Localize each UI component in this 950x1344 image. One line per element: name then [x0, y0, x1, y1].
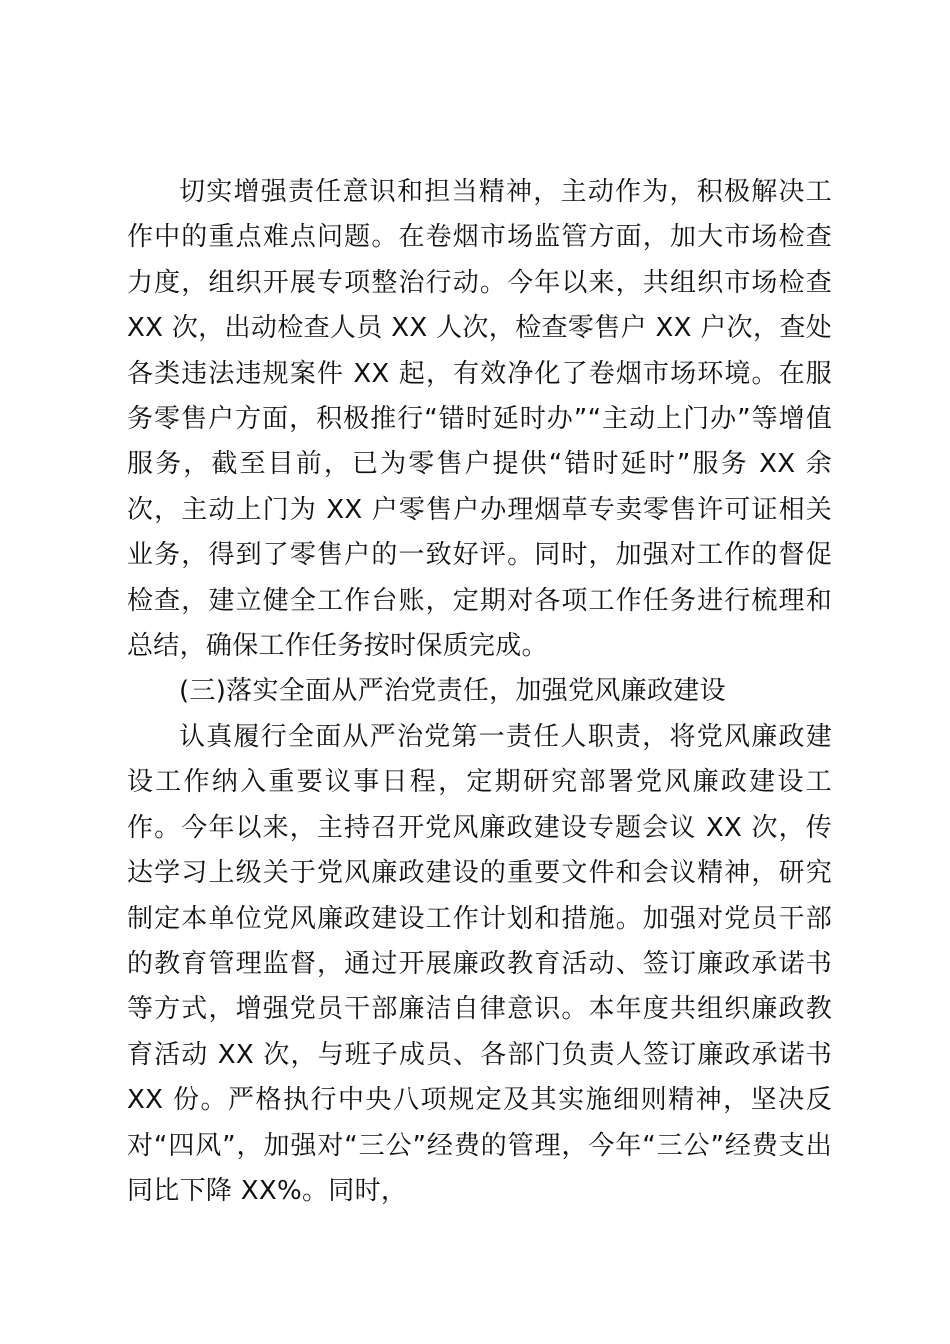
body-paragraph-2: 认真履行全面从严治党第一责任人职责，将党风廉政建设工作纳入重要议事日程，定期研究部署党风廉政建设工作。今年以来，主持召开党风廉政建设专题会议 XX 次，传达学习上级关于党风廉政建设的重要文件和会议精神，研究制定本单位党风廉政建设工作计划和措施。加强对党员干部的教育管理监督，通过开展廉政教育活动、签订廉政承诺书等方式，增强党员干部廉洁自律意识。本年度共组织廉政教育活动 XX 次，与班子成员、各部门负责人签订廉政承诺书 XX 份。严格执行中央八项规定及其实施细则精神，坚决反对“四风”，加强对“三公”经费的管理，今年“三公”经费支出同比下降 XX%。同时， [127, 721, 832, 1206]
document-body [127, 170, 832, 1214]
body-paragraph-1: 切实增强责任意识和担当精神，主动作为，积极解决工作中的重点难点问题。在卷烟市场监管方面，加大市场检查力度，组织开展专项整治行动。今年以来，共组织市场检查 XX 次，出动检查人员 XX 人次，检查零售户 XX 户次，查处各类违法违规案件 XX 起，有效净化了卷烟市场环境。在服务零售户方面，积极推行“错时延时办”“主动上门办”等增值服务，截至目前，已为零售户提供“错时延时”服务 XX 余次，主动上门为 XX 户零售户办理烟草专卖零售许可证相关业务，得到了零售户的一致好评。同时，加强对工作的督促检查，建立健全工作台账，定期对各项工作任务进行梳理和总结，确保工作任务按时保质完成。 [127, 177, 832, 662]
section-heading-3: (三)落实全面从严治党责任，加强党风廉政建设 [179, 676, 726, 707]
